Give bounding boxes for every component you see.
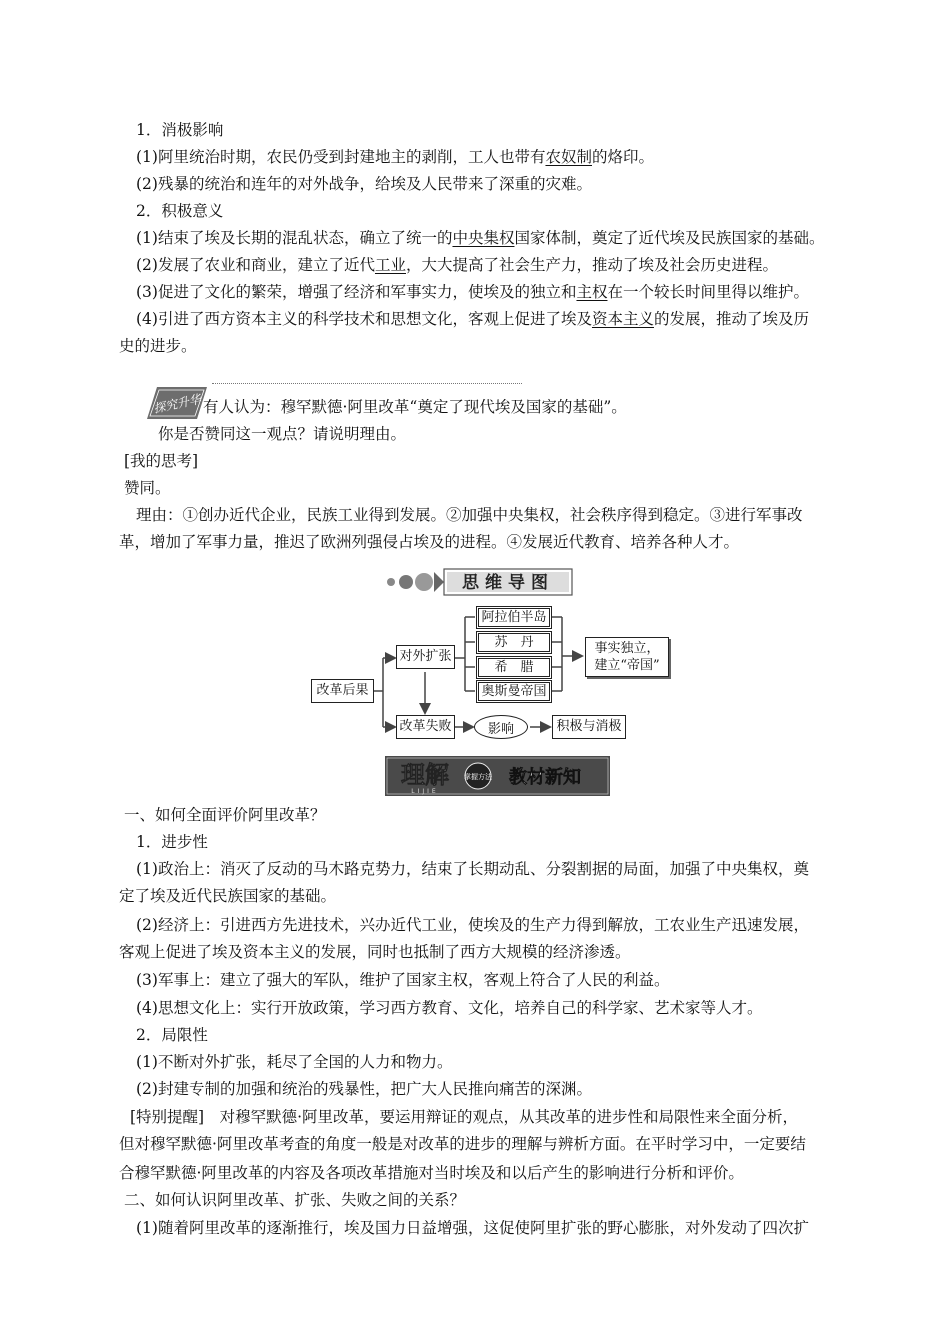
svg-text:掌握方法: 掌握方法	[464, 773, 492, 781]
subheading: 2．局限性	[136, 1026, 208, 1044]
paragraph: (4)引进了西方资本主义的科学技术和思想文化，客观上促进了埃及资本主义的发展，推动了埃及历	[136, 310, 809, 328]
mindmap-root: 改革后果	[311, 679, 374, 703]
paragraph: (4)思想文化上：实行开放政策，学习西方教育、文化，培养自己的科学家、艺术家等人才。	[136, 999, 763, 1017]
question-line: 你是否赞同这一观点？请说明理由。	[158, 425, 407, 443]
tip-line: 合穆罕默德·阿里改革的内容及各项改革措施对当时埃及和以后产生的影响进行分析和评价。	[119, 1164, 744, 1182]
paragraph: (3)促进了文化的繁荣，增强了经济和军事实力，使埃及的独立和主权在一个较长时间里得以维护。	[136, 283, 809, 301]
paragraph: (3)军事上：建立了强大的军队，维护了国家主权，客观上符合了人民的利益。	[136, 971, 670, 989]
mindmap-target: 阿拉伯半岛	[476, 606, 552, 629]
mindmap-impact: 影响	[474, 715, 528, 739]
explore-badge	[143, 383, 209, 423]
tip-line: 但对穆罕默德·阿里改革考查的角度一般是对改革的进步的理解与辨析方面。在平时学习中，一定要结	[119, 1135, 806, 1153]
mindmap-result-line: 事实独立，	[594, 641, 660, 656]
heading-positive: 2．积极意义	[136, 202, 224, 220]
mindmap-failure: 改革失败	[396, 715, 455, 739]
mindmap-result-line: 建立“帝国”	[594, 658, 660, 673]
mindmap-expansion: 对外扩张	[396, 645, 455, 669]
svg-text:思维导图: 思维导图	[462, 573, 554, 593]
paragraph: 客观上促进了埃及资本主义的发展，同时也抵制了西方大规模的经济渗透。	[119, 943, 631, 961]
heading-negative: 1．消极影响	[136, 121, 224, 139]
mindmap-title	[382, 566, 577, 598]
question-heading: 一、如何全面评价阿里改革？	[124, 806, 326, 824]
my-thinking-label: [我的思考]	[124, 452, 199, 470]
paragraph: (2)封建专制的加强和统治的残暴性，把广大人民推向痛苦的深渊。	[136, 1080, 592, 1098]
paragraph: (1)不断对外扩张，耗尽了全国的人力和物力。	[136, 1053, 453, 1071]
svg-text:LIJIE: LIJIE	[411, 788, 439, 795]
lijie-banner	[385, 756, 610, 796]
paragraph: (1)结束了埃及长期的混乱状态，确立了统一的中央集权国家体制，奠定了近代埃及民族国家的基础。	[136, 229, 825, 247]
question-line: 有人认为：穆罕默德·阿里改革“奠定了现代埃及国家的基础”。	[203, 398, 627, 416]
paragraph: (1)随着阿里改革的逐渐推行，埃及国力日益增强，这促使阿里扩张的野心膨胀，对外发动了四次扩	[136, 1219, 809, 1237]
mindmap-target: 奥斯曼帝国	[476, 680, 552, 703]
svg-text:探究升华: 探究升华	[152, 392, 203, 416]
reason-line: 理由：①创办近代企业，民族工业得到发展。②加强中央集权，社会秩序得到稳定。③进行军事改	[136, 506, 803, 524]
question-heading: 二、如何认识阿里改革、扩张、失败之间的关系？	[124, 1191, 466, 1209]
dotted-divider	[212, 383, 522, 384]
tip-line: [特别提醒] 对穆罕默德·阿里改革，要运用辩证的观点，从其改革的进步性和局限性来全面分析，	[130, 1108, 799, 1126]
mindmap-target: 苏 丹	[476, 631, 552, 654]
subheading: 1．进步性	[136, 833, 208, 851]
mindmap-target: 希 腊	[476, 656, 552, 679]
svg-text:理解: 理解	[401, 761, 449, 789]
answer: 赞同。	[124, 479, 171, 497]
mindmap-result	[585, 637, 669, 677]
paragraph: (2)经济上：引进西方先进技术，兴办近代工业，使埃及的生产力得到解放，工农业生产迅速发展，	[136, 916, 809, 934]
paragraph: (1)政治上：消灭了反动的马木路克势力，结束了长期动乱、分裂割据的局面，加强了中央集权，奠	[136, 860, 809, 878]
paragraph: 定了埃及近代民族国家的基础。	[119, 887, 337, 905]
reason-line: 革，增加了军事力量，推迟了欧洲列强侵占埃及的进程。④发展近代教育、培养各种人才。	[119, 533, 740, 551]
paragraph: (2)残暴的统治和连年的对外战争，给埃及人民带来了深重的灾难。	[136, 175, 592, 193]
mindmap-impact-result: 积极与消极	[552, 715, 626, 739]
paragraph: 史的进步。	[119, 337, 197, 355]
svg-text:教材新知: 教材新知	[509, 767, 581, 788]
paragraph: (1)阿里统治时期，农民仍受到封建地主的剥削，工人也带有农奴制的烙印。	[136, 148, 654, 166]
paragraph: (2)发展了农业和商业，建立了近代工业，大大提高了社会生产力，推动了埃及社会历史进程。	[136, 256, 778, 274]
